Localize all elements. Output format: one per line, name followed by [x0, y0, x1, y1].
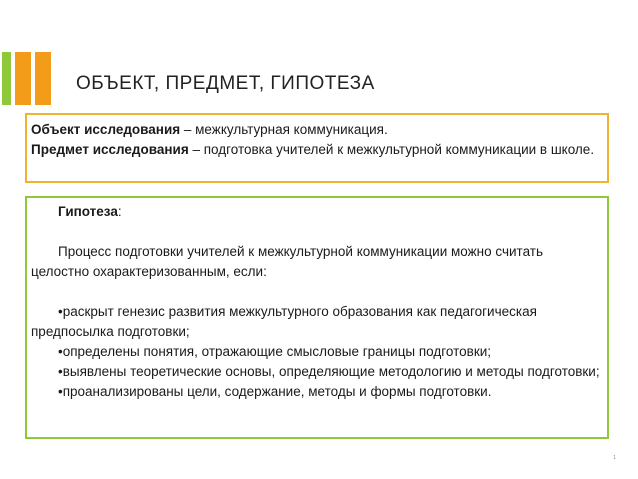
- subject-text: – подготовка учителей к межкультурной коммуникации в школе.: [188, 142, 595, 157]
- object-text: – межкультурная коммуникация.: [180, 122, 388, 137]
- hypothesis-heading-text: Гипотеза: [58, 204, 118, 219]
- object-term: Объект исследования: [31, 122, 181, 137]
- hypothesis-heading-colon: :: [117, 204, 122, 219]
- hypothesis-item-3: •выявлены теоретические основы, определяющие методологию и методы подготовки;: [58, 364, 600, 379]
- slide-title: ОБЪЕКТ, ПРЕДМЕТ, ГИПОТЕЗА: [76, 73, 375, 94]
- hypothesis-intro: Процесс подготовки учителей к межкультурной коммуникации можно считать целостно охарактеризованным, если:: [31, 244, 544, 279]
- page-number: 1: [613, 455, 616, 461]
- decor-bar-orange-2: [35, 52, 51, 105]
- spacer: [31, 222, 603, 242]
- subject-term: Предмет исследования: [31, 142, 189, 157]
- spacer: [31, 282, 603, 302]
- hypothesis-item-1: •раскрыт генезис развития межкультурного образования как педагогическая предпосылка подготовки;: [31, 304, 537, 339]
- hypothesis-item-4: •проанализированы цели, содержание, методы и формы подготовки.: [58, 384, 492, 399]
- object-line: [31, 120, 603, 140]
- object-subject-box: [25, 113, 609, 183]
- hypothesis-heading: [31, 202, 603, 222]
- decor-bar-orange-1: [15, 52, 31, 105]
- hypothesis-item-2: •определены понятия, отражающие смысловые границы подготовки;: [58, 344, 492, 359]
- decor-bar-green: [2, 52, 11, 105]
- subject-line: [31, 140, 603, 160]
- hypothesis-box: [25, 196, 609, 439]
